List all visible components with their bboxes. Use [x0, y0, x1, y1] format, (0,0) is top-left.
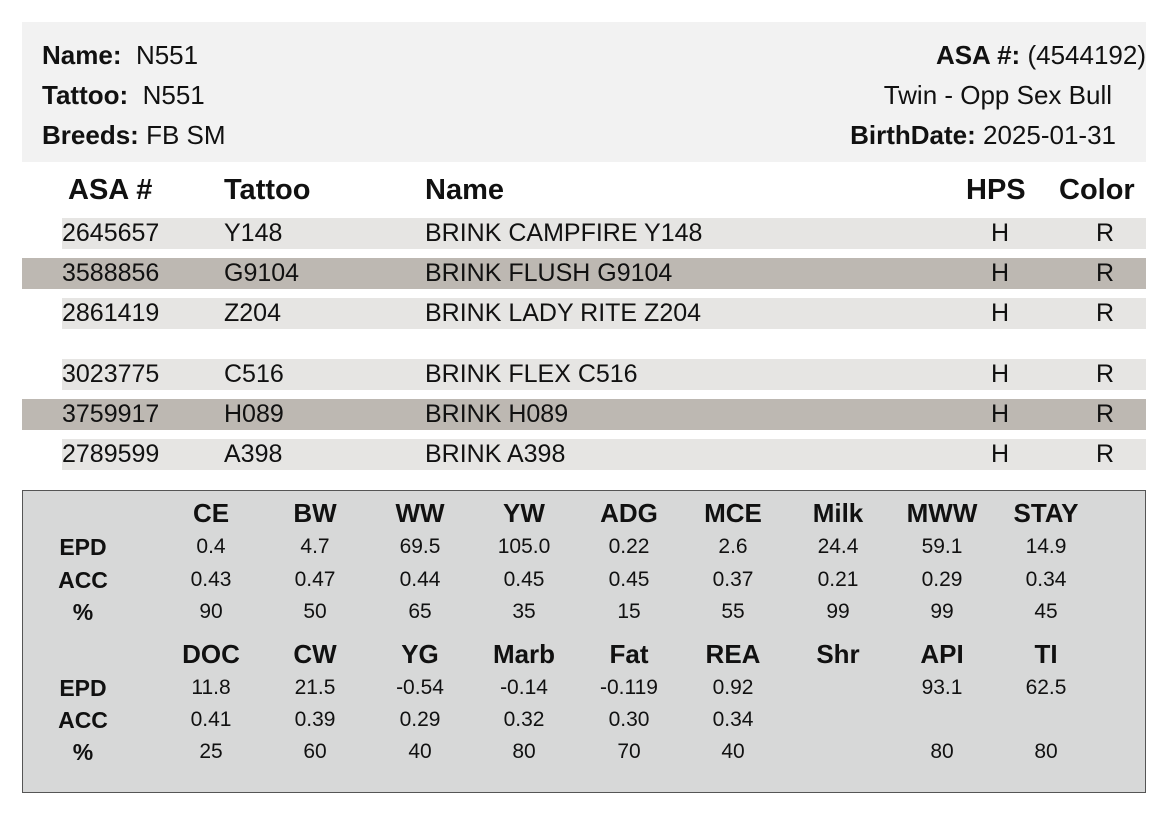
- acc-value: 0.45: [608, 568, 650, 591]
- trait-header: TI: [1034, 639, 1058, 669]
- epd-value: 2.6: [718, 535, 748, 558]
- epd-value: 24.4: [817, 535, 859, 558]
- epd-value: 93.1: [921, 676, 963, 699]
- pedigree-row: [62, 359, 1146, 390]
- pct-value: 80: [512, 740, 536, 763]
- pedigree-tattoo: H089: [224, 400, 284, 428]
- animal-birthdate: 2025-01-31: [983, 120, 1116, 150]
- trait-header: CE: [192, 498, 230, 528]
- pedigree-name: BRINK CAMPFIRE Y148: [425, 219, 703, 247]
- col-header-color: Color: [1059, 174, 1135, 206]
- acc-value: 0.43: [190, 568, 232, 591]
- pedigree-hps: H: [991, 259, 1010, 287]
- asa-label: ASA #:: [935, 40, 1021, 70]
- acc-value: 0.34: [712, 708, 754, 731]
- pedigree-name: BRINK FLUSH G9104: [425, 259, 673, 287]
- pct-value: 65: [408, 600, 432, 623]
- pedigree-row: [62, 298, 1146, 329]
- pedigree-tattoo: Y148: [224, 219, 283, 247]
- epd-value: 11.8: [191, 676, 231, 699]
- pedigree-name: BRINK FLEX C516: [425, 360, 638, 388]
- acc-value: 0.37: [712, 568, 754, 591]
- pct-value: 55: [721, 600, 745, 623]
- pedigree-color: R: [1096, 440, 1115, 468]
- epd-value: -0.14: [500, 676, 548, 699]
- birthdate-line: [850, 120, 1116, 151]
- trait-header: ADG: [600, 498, 658, 528]
- pedigree-hps: H: [991, 360, 1010, 388]
- pct-value: 80: [1034, 740, 1058, 763]
- trait-header: Marb: [492, 639, 556, 669]
- pedigree-tattoo: G9104: [224, 259, 300, 287]
- pedigree-asa: 2645657: [62, 219, 160, 247]
- pct-value: 40: [721, 740, 745, 763]
- tattoo-line: [42, 80, 205, 111]
- trait-header: STAY: [1013, 498, 1079, 528]
- pedigree-asa: 2861419: [62, 299, 160, 327]
- epd-value: 14.9: [1025, 535, 1067, 558]
- trait-header: Shr: [816, 639, 860, 669]
- epd-row-label: %: [72, 599, 94, 625]
- trait-header: REA: [705, 639, 761, 669]
- acc-value: 0.29: [921, 568, 963, 591]
- epd-value: -0.54: [396, 676, 444, 699]
- pct-value: 40: [408, 740, 432, 763]
- pct-value: 35: [512, 600, 536, 623]
- trait-header: MWW: [906, 498, 978, 528]
- trait-header: Fat: [609, 639, 649, 669]
- col-header-tattoo: Tattoo: [224, 174, 311, 206]
- pedigree-hps: H: [991, 400, 1010, 428]
- acc-value: 0.34: [1025, 568, 1067, 591]
- animal-tattoo: N551: [142, 80, 205, 110]
- trait-header: BW: [293, 498, 337, 528]
- tattoo-label: Tattoo:: [42, 80, 129, 110]
- epd-value: 69.5: [399, 535, 441, 558]
- epd-row-label: ACC: [58, 707, 108, 733]
- pct-value: 25: [199, 740, 223, 763]
- pct-value: 90: [199, 600, 223, 623]
- trait-header: API: [920, 639, 964, 669]
- epd-row-label: EPD: [59, 534, 107, 560]
- trait-header: WW: [395, 498, 445, 528]
- pedigree-asa: 3759917: [62, 400, 160, 428]
- epd-value: 59.1: [921, 535, 963, 558]
- breeds-line: [42, 120, 226, 151]
- pedigree-hps: H: [991, 299, 1010, 327]
- acc-value: 0.41: [190, 708, 232, 731]
- pedigree-row: [22, 258, 1146, 289]
- pedigree-asa: 3588856: [62, 259, 160, 287]
- twin-status: Twin - Opp Sex Bull: [883, 80, 1112, 110]
- trait-header: MCE: [704, 498, 762, 528]
- pedigree-tattoo: Z204: [224, 299, 281, 327]
- pedigree-row: [62, 218, 1146, 249]
- trait-header: YW: [503, 498, 545, 528]
- acc-value: 0.21: [817, 568, 859, 591]
- animal-breeds: FB SM: [146, 120, 226, 150]
- acc-value: 0.30: [608, 708, 650, 731]
- acc-value: 0.29: [399, 708, 441, 731]
- epd-row-label: %: [72, 739, 94, 765]
- pedigree-name: BRINK H089: [425, 400, 569, 428]
- pedigree-tattoo: C516: [224, 360, 284, 388]
- col-header-asa: ASA #: [68, 174, 153, 206]
- epd-value: 0.22: [608, 535, 650, 558]
- pct-value: 60: [303, 740, 327, 763]
- col-header-name: Name: [425, 174, 504, 206]
- pct-value: 70: [617, 740, 641, 763]
- epd-value: 105.0: [497, 535, 551, 558]
- epd-value: 21.5: [294, 676, 336, 699]
- animal-asa: (4544192): [1027, 40, 1146, 70]
- acc-value: 0.47: [294, 568, 336, 591]
- epd-value: 0.4: [196, 535, 226, 558]
- animal-name: N551: [135, 40, 199, 70]
- pedigree-tattoo: A398: [224, 440, 283, 468]
- pedigree-row: [22, 399, 1146, 430]
- birthdate-label: BirthDate:: [850, 120, 976, 150]
- name-line: [42, 40, 198, 71]
- trait-header: YG: [401, 639, 439, 669]
- epd-value: 62.5: [1025, 676, 1067, 699]
- acc-value: 0.32: [503, 708, 545, 731]
- animal-header: [22, 22, 1146, 162]
- pedigree-color: R: [1096, 360, 1115, 388]
- epd-value: -0.119: [600, 676, 658, 699]
- breeds-label: Breeds:: [42, 120, 139, 150]
- pedigree-row: [62, 439, 1146, 470]
- pedigree-asa: 3023775: [62, 360, 160, 388]
- asa-line: [936, 40, 1146, 71]
- pedigree-hps: H: [991, 440, 1010, 468]
- pct-value: 45: [1034, 600, 1058, 623]
- acc-value: 0.44: [399, 568, 441, 591]
- pct-value: 80: [930, 740, 954, 763]
- pedigree-color: R: [1096, 400, 1115, 428]
- trait-header: CW: [293, 639, 337, 669]
- epd-value: 0.92: [712, 676, 754, 699]
- acc-value: 0.39: [294, 708, 336, 731]
- pct-value: 99: [826, 600, 850, 623]
- epd-panel: [22, 490, 1146, 793]
- acc-value: 0.45: [503, 568, 545, 591]
- trait-header: Milk: [812, 498, 864, 528]
- epd-row-label: EPD: [59, 675, 107, 701]
- epd-value: 4.7: [300, 535, 330, 558]
- epd-row-label: ACC: [58, 567, 108, 593]
- pct-value: 50: [303, 600, 327, 623]
- pedigree-name: BRINK A398: [425, 440, 566, 468]
- pedigree-name: BRINK LADY RITE Z204: [425, 299, 702, 327]
- trait-header: DOC: [182, 639, 240, 669]
- pedigree-asa: 2789599: [62, 440, 160, 468]
- col-header-hps: HPS: [966, 174, 1026, 206]
- name-label: Name:: [42, 40, 122, 70]
- pedigree-hps: H: [991, 219, 1010, 247]
- pct-value: 99: [930, 600, 954, 623]
- pedigree-color: R: [1096, 299, 1115, 327]
- pedigree-color: R: [1096, 259, 1115, 287]
- pct-value: 15: [617, 600, 641, 623]
- pedigree-color: R: [1096, 219, 1115, 247]
